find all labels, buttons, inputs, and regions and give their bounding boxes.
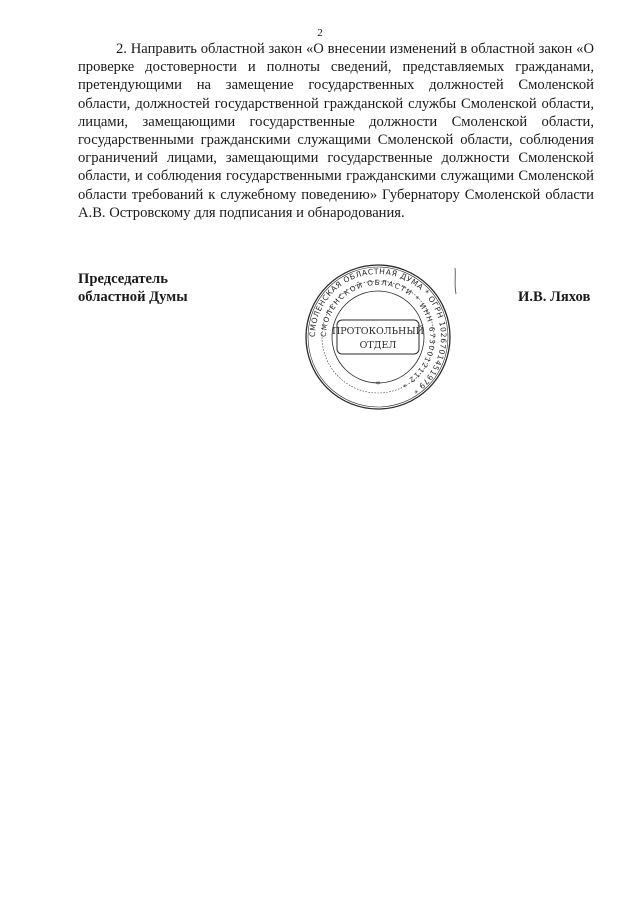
page-number: 2 [317,27,323,39]
handwritten-mark [452,266,462,296]
signatory-title [78,270,188,306]
official-seal-stamp [303,262,453,412]
stamp-center-line-1: ПРОТОКОЛЬНЫЙ [332,326,424,337]
stamp-outer-ring-text: СМОЛЕНСКАЯ ОБЛАСТНАЯ ДУМА * ОГРН 1026701451979 * [307,266,449,396]
stamp-inner-ring-text: СМОЛЕНСКОЙ ОБЛАСТИ * ИНН 6730012112 * [318,277,438,391]
signatory-name: И.В. Ляхов [518,289,591,305]
signatory-title-line-1: Председатель [78,271,168,287]
signatory-title-line-2: областной Думы [78,289,188,306]
svg-text:*: * [376,380,380,389]
stamp-center-line-2: ОТДЕЛ [359,340,397,351]
paragraph-item-2: 2. Направить областной закон «О внесении изменений в областной закон «О проверке достоверности и полноты сведений, представляемых гражданами, претендующими на замещение государственных должностей Смоленской области, должностей государственной гражданской службы Смоленской области, лицами, замещающими государственные должности Смоленской области, государственными гражданскими служащими Смоленской области, соблюдения ограничений лицами, замещающими государственные должности Смоленской области, и соблюдения государственными гражданскими служащими Смоленской области требований к служебному поведению» Губернатору Смоленской области А.В. Островскому для подписания и обнародования. [78,41,594,221]
